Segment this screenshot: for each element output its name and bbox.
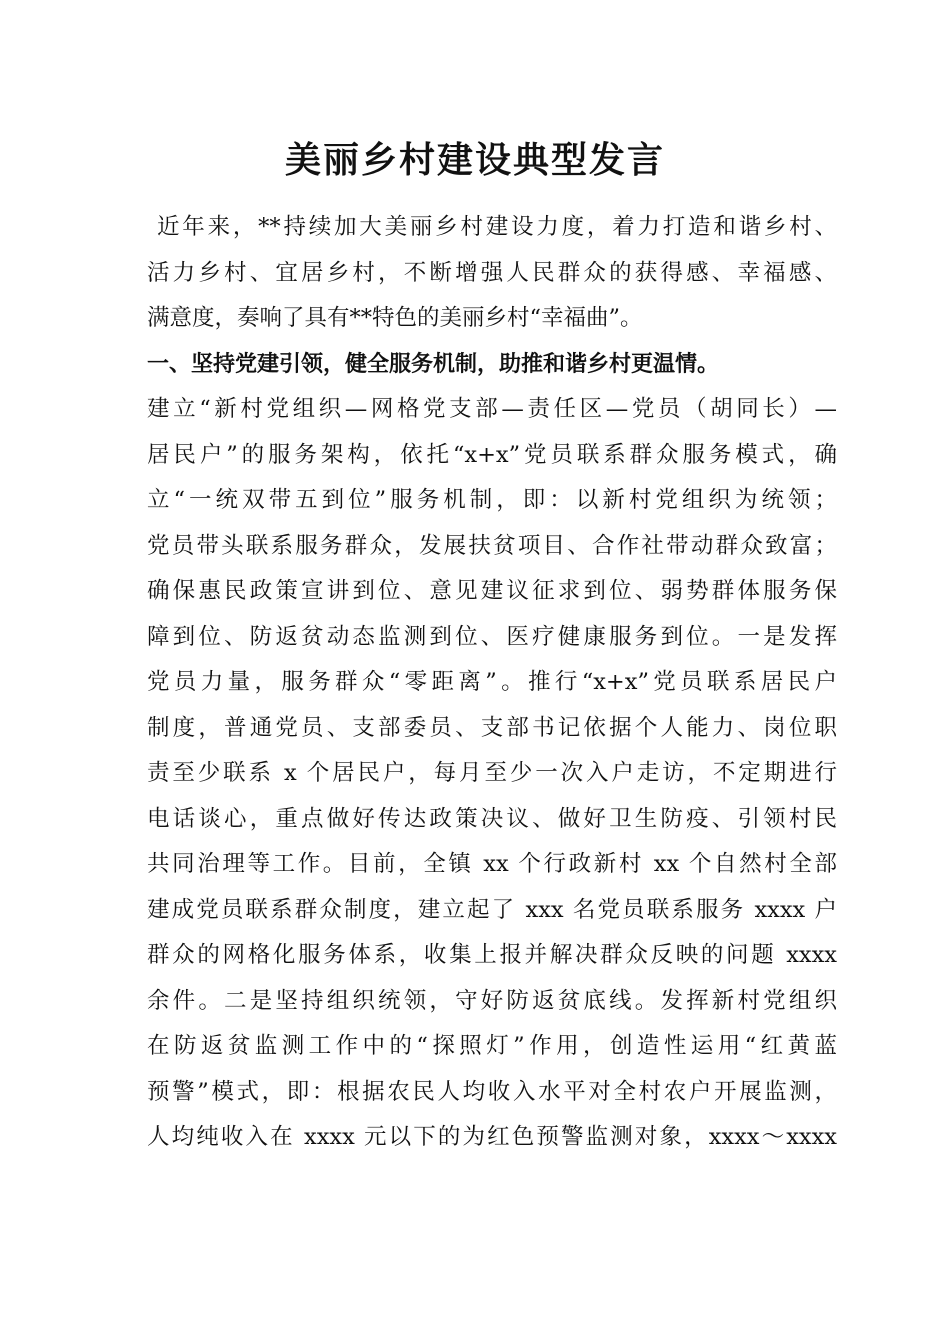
paragraph-line: 活力乡村、宜居乡村，不断增强人民群众的获得感、幸福感、 xyxy=(147,259,837,286)
paragraph-line: 责至少联系 x 个居民户，每月至少一次入户走访，不定期进行 xyxy=(147,760,837,786)
paragraph-line: 制度，普通党员、支部委员、支部书记依据个人能力、岗位职 xyxy=(147,714,837,741)
section-heading: 一、坚持党建引领，健全服务机制，助推和谐乡村更温情。 xyxy=(147,351,720,377)
paragraph-line: 障到位、防返贫动态监测到位、医疗健康服务到位。一是发挥 xyxy=(147,623,837,650)
paragraph-line: 共同治理等工作。目前，全镇 xx 个行政新村 xx 个自然村全部 xyxy=(147,851,837,877)
paragraph-line: 党员力量，服务群众“零距离”。推行“x+x”党员联系居民户 xyxy=(147,669,837,695)
paragraph-line: 居民户”的服务架构，依托“x+x”党员联系群众服务模式，确 xyxy=(147,441,837,468)
paragraph-line: 近年来，**持续加大美丽乡村建设力度，着力打造和谐乡村、 xyxy=(157,214,837,240)
paragraph-line: 电话谈心，重点做好传达政策决议、做好卫生防疫、引领村民 xyxy=(147,805,837,832)
paragraph-line: 党员带头联系服务群众，发展扶贫项目、合作社带动群众致富； xyxy=(147,532,837,559)
paragraph-line: 建成党员联系群众制度，建立起了 xxx 名党员联系服务 xxxx 户 xyxy=(147,896,837,923)
paragraph-line: 建立“新村党组织—网格党支部—责任区—党员（胡同长）— xyxy=(147,396,837,422)
paragraph-line: 立“一统双带五到位”服务机制，即：以新村党组织为统领； xyxy=(147,487,837,513)
paragraph-line: 人均纯收入在 xxxx 元以下的为红色预警监测对象，xxxx～xxxx xyxy=(147,1124,837,1150)
document-body xyxy=(147,205,837,1161)
paragraph-line: 群众的网格化服务体系，收集上报并解决群众反映的问题 xxxx xyxy=(147,942,837,968)
paragraph-line: 预警”模式，即：根据农民人均收入水平对全村农户开展监测， xyxy=(147,1078,837,1105)
page-title: 美丽乡村建设典型发言 xyxy=(284,139,665,181)
paragraph-line: 确保惠民政策宣讲到位、意见建议征求到位、弱势群体服务保 xyxy=(147,578,837,604)
paragraph-line: 满意度，奏响了具有**特色的美丽乡村“幸福曲”。 xyxy=(147,305,643,331)
paragraph-line: 在防返贫监测工作中的“探照灯”作用，创造性运用“红黄蓝 xyxy=(147,1033,837,1059)
paragraph-line: 余件。二是坚持组织统领，守好防返贫底线。发挥新村党组织 xyxy=(147,987,837,1014)
